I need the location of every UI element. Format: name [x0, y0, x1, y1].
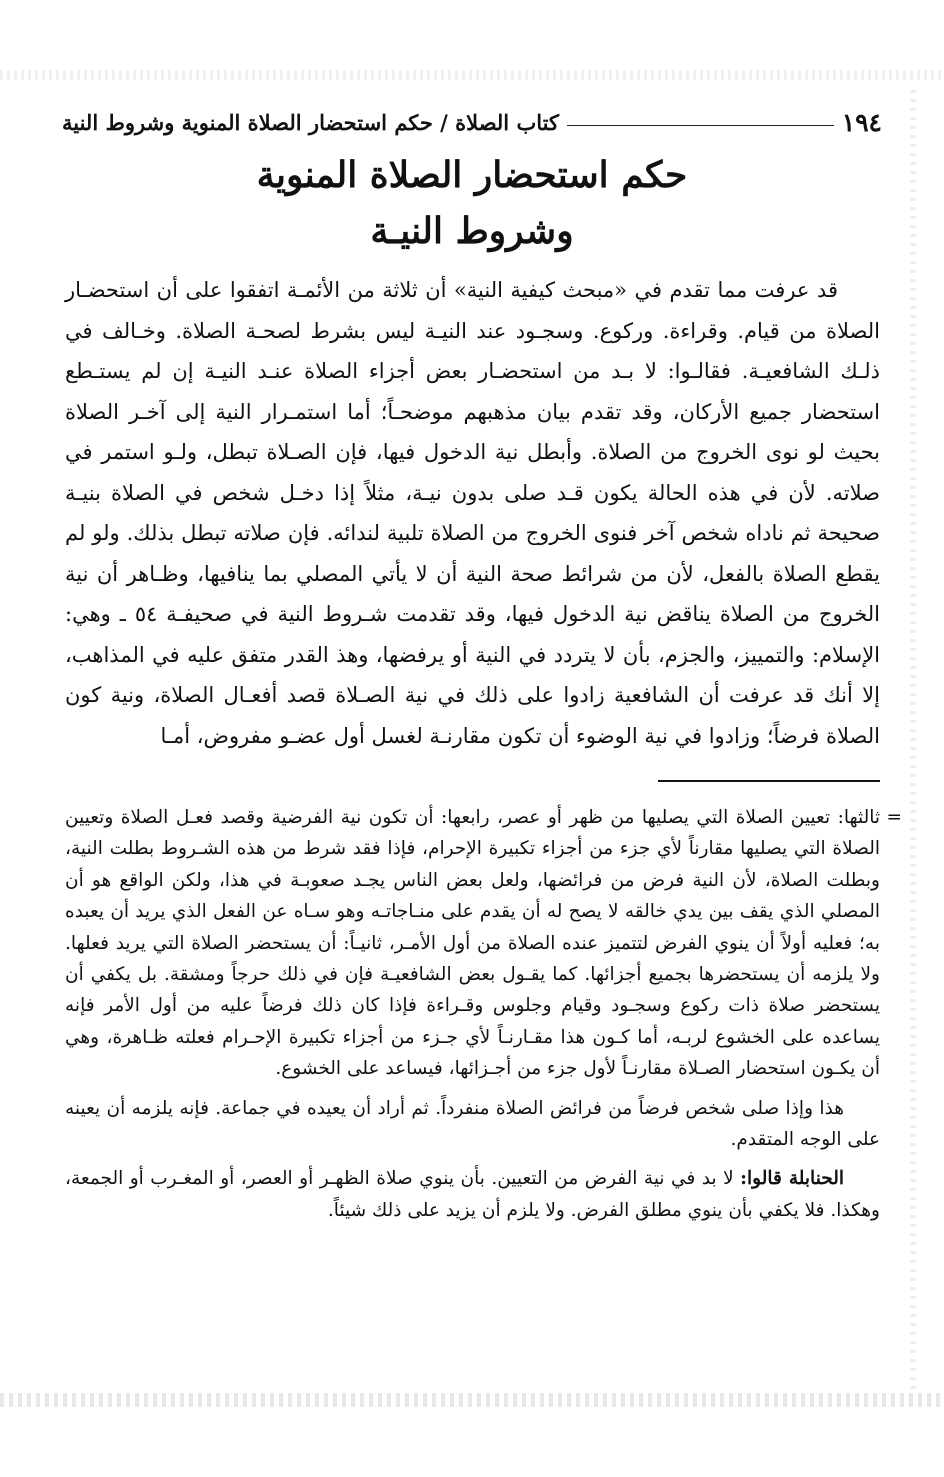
scan-noise-bottom: [0, 1393, 944, 1407]
footnote-text-3: لا بد في نية الفرض من التعيين. بأن ينوي صلاة الظهـر أو العصر، أو المغـرب أو الجمعة، وهكذا. فلا يكفي بأن ينوي مطلق الفرض. ولا يلزم أن يزيد على ذلك شيئاً.: [65, 1168, 880, 1221]
footnote-school-label: الحنابلة قالوا:: [740, 1168, 844, 1190]
page-header: [62, 104, 882, 140]
section-title-line-1: حكم استحضار الصلاة المنوية: [256, 154, 688, 196]
footnotes: [65, 802, 902, 1226]
footnote-paragraph-2: هذا وإذا صلى شخص فرضاً من فرائض الصلاة منفرداً. ثم أراد أن يعيده في جماعة. فإنه يلزمه أن يعينه على الوجه المتقدم.: [65, 1097, 880, 1151]
scan-noise-top: [0, 70, 944, 80]
section-title-line-2: وشروط النيـة: [370, 210, 574, 252]
footnote-separator: [658, 780, 880, 782]
continuation-mark: =: [886, 807, 902, 828]
footnote-continuation: [65, 802, 902, 1085]
body-paragraph: قد عرفت مما تقدم في «مبحث كيفية النية» أن ثلاثة من الأئمـة اتفقوا على أن استحضـار الصلاة من قيام. وقراءة. وركوع. وسجـود عند النيـة ليس بشرط لصحـة الصلاة. وخـالف في ذلـك الشافعيـة. فقالـوا: لا بـد من استحضـار بعض أجزاء الصلاة عنـد النيـة إن لم يستـطع استحضار جميع الأركان، وقد تقدم بيان مذهبهم موضحـاً؛ أما استمـرار النية إلى آخـر الصلاة بحيث لو نوى الخروج من الصلاة. وأبطل نية الدخول فيها، فإن الصـلاة تبطل، ولـو استمر في صلاته. لأن في هذه الحالة يكون قـد صلى بدون نيـة، مثلاً إذا دخـل شخص في الصلاة بنيـة صحيحة ثم ناداه شخص آخر فنوى الخروج من الصلاة تلبية لندائه. فإن صلاته تبطل بذلك. ولو لم يقطع الصلاة بالفعل، لأن من شرائط صحة النية أن لا يأتي المصلي بما ينافيها، وظـاهر أن نية الخروج من الصلاة يناقض نية الدخول فيها، وقد تقدمت شـروط النية في صحيفـة ٥٤ ـ وهي: الإسلام: والتمييز، والجزم، بأن لا يتردد في النية أو يرفضها، وهذ القدر متفق عليه في المذاهب، إلا أنك قد عرفت أن الشافعية زادوا على ذلك في نية الصـلاة قصد أفعـال الصلاة، ونية كون الصلاة فرضاً؛ وزادوا في نية الوضوء أن تكون مقارنـة لغسل أول عضـو مفروض، أمـا: [65, 278, 881, 748]
footnote-paragraph-3: [65, 1163, 880, 1226]
page-number: ١٩٤: [841, 107, 882, 137]
header-rule: [567, 125, 834, 126]
scan-noise-side: [910, 90, 916, 1390]
footnote-text-1: ثالثها: تعيين الصلاة التي يصليها من ظهر أو عصر، رابعها: أن تكون نية الفرضية وقصد فعـل الصلاة وتعيين الصلاة التي يصليها مقارناً لأي جزء من أجزاء تكبيرة الإحرام، فإذا فقد شرط من هذه الشـروط بطلت النية، وبطلت الصلاة، لأن النية فرض من فرائضها، ولعل بعض الناس يجـد صعوبـة في هذا، ولكن الواقع هو أن المصلي الذي يقف بين يدي خالقه لا يصح له أن يقدم على منـاجاتـه وهو سـاه عن الفعل الذي يريد أن يعبده به؛ فعليه أولاً أن ينوي الفرض لتتميز عنده الصلاة من أول الأمـر، ثانيـاً: أن يستحضر الصلاة التي يريد فعلها. ولا يلزمه أن يستحضرها بجميع أجزائها. كما يقـول بعض الشافعيـة فإن في ذلك حرجاً ومشقة. بل يكفي أن يستحضر صلاة ذات ركوع وسجـود وقيام وجلوس وقـراءة فإذا كان ذلك فرضاً عليه من أول الأمر فإنه يساعده على الخشوع لربـه، أما كـون هذا مقـارنـاً لأي جـزء من أجزاء تكبيرة الإحـرام فعلته ظـاهرة، وهي أن يكـون استحضار الصـلاة مقارنـاً لأول جزء من أجـزائها، فيساعد على الخشوع.: [65, 807, 880, 1080]
main-body: [65, 270, 880, 756]
running-title: كتاب الصلاة / حكم استحضار الصلاة المنوية وشروط النية: [62, 109, 559, 135]
